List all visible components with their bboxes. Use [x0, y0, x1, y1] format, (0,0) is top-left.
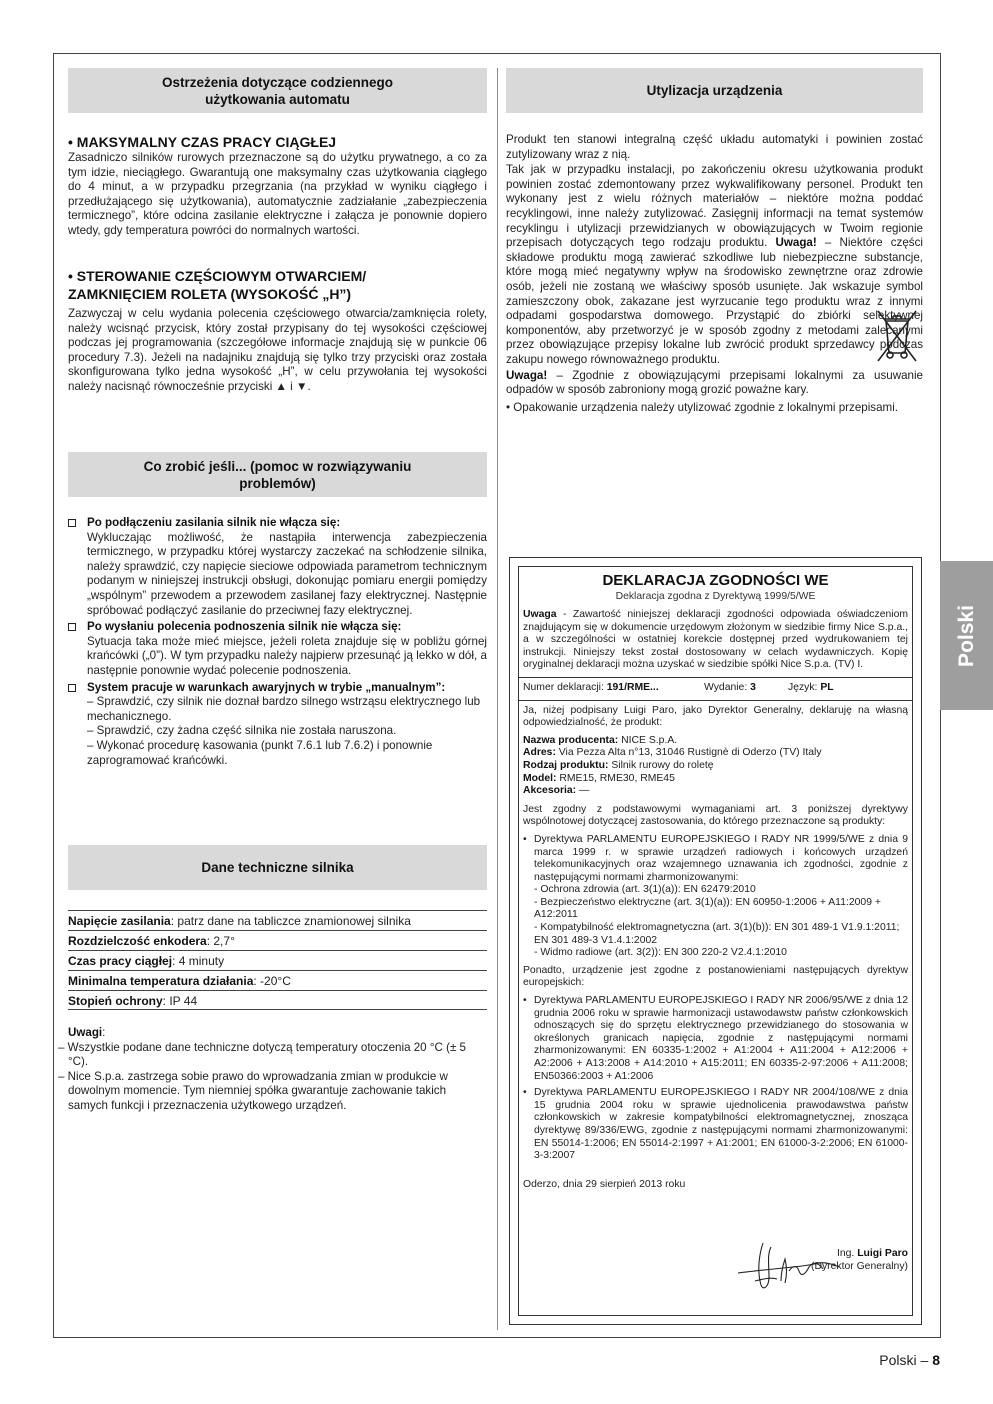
checkbox-bullet-icon: [68, 684, 76, 692]
answer-line: – Wykonać procedurę kasowania (punkt 7.6.1 lub 7.6.2) i ponownie zaprogramować krańcówki.: [87, 738, 433, 767]
tech-specs-header: [68, 845, 487, 890]
answer-line: – Sprawdzić, czy silnik nie doznał bardzo silnego wstrząsu elektrycznego lub mechanicznego.: [87, 695, 481, 723]
declaration-meta: [519, 682, 912, 695]
warnings-header-text: Ostrzeżenia dotyczące codziennego użytkowania automatu: [161, 74, 394, 107]
paragraph-text: Tak jak w przypadku instalacji, po zakończeniu okresu użytkowania produkt powinien zostać zdemontowany przez wykwalifikowany personel. Produkt ten wykonany jest z wielu różnych materiałów – niektóre można poddać recyklingowi, inne należy zutylizować. Zasięgnij informacji na temat systemów recyklingu i utylizacji przewidzianych w obowiązujących w Twoim regionie przepisach dotyczących tego rodzaju produktu.: [506, 163, 923, 250]
declaration-intro: Ja, niżej podpisany Luigi Paro, jako Dyrektor Generalny, deklaruję na własną odpowiedzialność, że produkt:: [523, 704, 908, 729]
directive-text: Dyrektywa PARLAMENTU EUROPEJSKIEGO I RADY NR 1999/5/WE z dnia 9 marca 1999 r. w sprawie urządzeń radiowych i końcowych urządzeń telekomunikacyjnych oraz wzajemnego uznawania ich zgodności, zgodnie z następującymi normami zharmonizowanymi:: [534, 833, 908, 883]
decl-language: [788, 682, 834, 695]
field-value: RME15, RME30, RME45: [556, 772, 675, 784]
list-item: [68, 620, 487, 678]
divider: [519, 700, 912, 701]
declaration-note: [519, 609, 912, 672]
section-body: Zasadniczo silników rurowych przeznaczone są do użytku prywatnego, a co za tym idzie, nieciągłego. Gwarantują one maksymalny czas użytkowania ciągłego do 4 minut, a w przypadku przegrzania (na przykład w wyniku ciągłego i przedłużającego się użytkowania), automatycznie zadziałanie „zabezpieczenia termicznego”, które odcina zasilanie elektryczne i załącza je ponownie dopiero wtedy, gdy temperatura powróci do normalnych wartości.: [68, 151, 487, 237]
question-answer: Sytuacja taka może mieć miejsce, jeżeli roleta znajduje się w pobliżu górnej krańcówki („0”). W tym przypadku należy najpierw przesunąć ją lekko w dół, a następnie ponownie wydać polecenie podnoszenia.: [87, 634, 487, 677]
directive-list: [519, 995, 912, 1163]
field-value: Silnik rurowy do roletę: [608, 759, 714, 771]
signer-prefix: Ing.: [836, 1248, 858, 1259]
declaration-inner: [518, 566, 913, 1316]
directive-list: [519, 834, 912, 960]
page-number: 8: [932, 1352, 940, 1368]
field-label: Adres:: [523, 747, 556, 759]
crossed-out-wheelie-bin-icon: [872, 307, 922, 363]
language-tab-label: Polski: [954, 604, 978, 667]
footer-label: Polski –: [879, 1352, 933, 1368]
spec-value: : -20°C: [253, 974, 291, 988]
section-title: • STEROWANIE CZĘŚCIOWYM OTWARCIEM/ ZAMKNIĘCIEM ROLETA (WYSOKOŚĆ „H”): [68, 268, 367, 302]
compliance-text: Jest zgodny z podstawowymi wymaganiami art. 3 poniższej dyrektywy wspólnotowej dotyczącej zastosowania, do którego przeznaczone są produkty:: [523, 803, 908, 828]
language-tab: [940, 561, 993, 710]
disposal-header-text: Utylizacja urządzenia: [646, 83, 783, 98]
field-label: Akcesoria:: [523, 785, 577, 797]
list-item: [68, 516, 487, 618]
field-label: Nazwa producenta:: [523, 734, 619, 746]
question-answer: Wykluczając możliwość, że nastąpiła interwencja zabezpieczenia termicznego, w przypadku której wystarczy zaczekać na schłodzenie silnika, należy sprawdzić, czy napięcie sieciowe odpowiada parametrom technicznym podanym w niniejszej instrukcji obsługi, dokonując pomiaru energii pomiędzy „wspólnym” przewodem a przewodem zasilanej fazy elektrycznej. Następnie spróbować podłączyć zasilanie do przeciwnej fazy elektrycznej.: [87, 530, 487, 617]
field-row: [523, 760, 908, 773]
field-row: [523, 735, 908, 748]
directive-item: [523, 1087, 908, 1163]
column-divider: [497, 68, 498, 1330]
disposal-section: [506, 133, 923, 416]
checkbox-bullet-icon: [68, 623, 76, 631]
section-body: Zazwyczaj w celu wydania polecenia częściowego otwarcia/zamknięcia rolety, należy wcisnąć przycisk, który został przypisany do tej wysokości częściowej podczas jej programowania (szczegółowe informacje znajdują się w punkcie 06 procedury 7.3). Jeżeli na nadajniku znajdują się tylko trzy przyciski oraz została skonfigurowana tylko jedna wysokość „H”, w celu przywołania tej wysokości należy nacisnąć równocześnie przyciski ▲ i ▼.: [68, 307, 487, 393]
spec-value: : 4 minuty: [172, 954, 225, 968]
directive-item: [523, 995, 908, 1083]
paragraph: Produkt ten stanowi integralną część układu automatyki i powinien zostać zutylizowany wraz z nią.: [506, 133, 923, 161]
question-title: Po wysłaniu polecenia podnoszenia silnik nie włącza się:: [87, 620, 402, 634]
signer-role: (Dyrektor Generalny): [810, 1260, 908, 1272]
spec-value: : IP 44: [162, 994, 198, 1008]
signer-block: [811, 1248, 908, 1273]
directive-text: Dyrektywa PARLAMENTU EUROPEJSKIEGO I RADY NR 2004/108/WE z dnia 15 grudnia 2004 roku w sprawie ujednolicenia prawodawstwa państw członkowskich w zakresie kompatybilności elektromagnetycznej, znosząca dyrektywę 89/336/EWG, zgodnie z następującymi normami zharmonizowanymi: EN 55014-1:2006; EN 55014-2:1997 + A1:2001; EN 61000-3-2:2006; EN 61000-3-3:2007: [534, 1087, 908, 1162]
paragraph-text: – Zgodnie z obowiązującymi przepisami lokalnymi za usuwanie odpadów w sposób zabroniony mogą grozić poważne kary.: [506, 368, 923, 397]
field-value: —: [576, 785, 590, 797]
notes-title: Uwagi:: [68, 1026, 106, 1039]
spec-label: Minimalna temperatura działania: [68, 974, 254, 988]
paragraph: [506, 163, 923, 367]
decl-number: [523, 682, 704, 695]
standard-line: - Kompatybilność elektromagnetyczna (art. 3(1)(b)): EN 301 489-1 V1.9.1:2011; EN 301 489-3 V1.4.1:2002: [534, 922, 900, 946]
answer-line: – Sprawdzić, czy żadna część silnika nie została naruszona.: [87, 724, 397, 738]
meta-label: Wydanie:: [704, 681, 751, 693]
declaration-box: [509, 557, 922, 1325]
meta-label: Numer deklaracji:: [523, 681, 607, 693]
tech-specs-table: [68, 910, 487, 1010]
checkbox-bullet-icon: [68, 519, 76, 527]
signer-name-line: [811, 1248, 908, 1261]
spec-value: : patrz dane na tabliczce znamionowej silnika: [170, 914, 411, 928]
spec-row: [68, 930, 487, 950]
paragraph-text: – Niektóre części składowe produktu mogą zawierać szkodliwe lub niebezpieczne substancje, które mogą mieć negatywny wpływ na środowisko zewnętrzne oraz zdrowie osób, jeżeli nie zostaną we właściwy sposób usunięte. Jak wskazuje symbol zamieszczony obok, zakazane jest wyrzucanie tego produktu wraz z innymi odpadami gospodarstwa domowego. Przystąpić do zbiórki selektywnej komponentów, aby przetworzyć je w sposób zgodny z metodami zalecanymi przez obowiązujące przepisy lokalne lub zwrócić produkt sprzedawcy podczas zakupu nowego równoważnego produktu.: [506, 236, 923, 366]
spec-label: Napięcie zasilania: [68, 914, 171, 928]
paragraph: • Opakowanie urządzenia należy utylizować zgodnie z lokalnymi przepisami.: [506, 400, 898, 414]
standard-line: - Bezpieczeństwo elektryczne (art. 3(1)(a)): EN 60950-1:2006 + A11:2009 + A12:2011: [534, 896, 881, 921]
meta-label: Język:: [788, 681, 821, 693]
field-value: NICE S.p.A.: [618, 734, 678, 746]
field-value: Via Pezza Alta n°13, 31046 Rustignè di Oderzo (TV) Italy: [555, 747, 822, 759]
paragraph: [506, 369, 923, 398]
standard-line: - Ochrona zdrowia (art. 3(1)(a)): EN 62479:2010: [534, 884, 756, 896]
spec-row: [68, 970, 487, 990]
field-label: Model:: [523, 772, 557, 784]
question-title-text: System pracuje w warunkach awaryjnych w trybie „manualnym”: [87, 680, 442, 694]
field-label: Rodzaj produktu:: [523, 759, 609, 771]
note-item: – Wszystkie podane dane techniczne dotyczą temperatury otoczenia 20 °C (± 5 °C).: [58, 1040, 466, 1069]
page-footer: [879, 1352, 940, 1368]
field-row: [523, 785, 908, 798]
section-title: • MAKSYMALNY CZAS PRACY CIĄGŁEJ: [68, 134, 337, 150]
field-row: [523, 747, 908, 760]
standard-line: - Widmo radiowe (art. 3(2)): EN 300 220-2 V2.4.1:2010: [534, 947, 787, 959]
warning-label: Uwaga!: [775, 236, 817, 250]
place-date: Oderzo, dnia 29 sierpień 2013 roku: [523, 1178, 686, 1190]
declaration-subtitle: Deklaracja zgodna z Dyrektywą 1999/5/WE: [615, 591, 816, 602]
disposal-header: [506, 68, 923, 113]
declaration-title: DEKLARACJA ZGODNOŚCI WE: [602, 572, 829, 589]
continuous-operation-section: [68, 133, 487, 240]
spec-row: [68, 910, 487, 930]
spec-value: : 2,7°: [206, 934, 235, 948]
troubleshooting-list: [68, 516, 487, 770]
signer-name: Luigi Paro: [857, 1248, 908, 1259]
tech-specs-header-text: Dane techniczne silnika: [201, 860, 354, 875]
warning-label: Uwaga!: [506, 368, 548, 382]
also-text: Ponadto, urządzenie jest zgodne z postanowieniami następujących dyrektyw europejskich:: [523, 964, 908, 989]
product-fields: [519, 735, 912, 798]
divider: [519, 677, 912, 678]
warnings-header: [68, 68, 487, 113]
meta-value: 191/RME...: [606, 681, 659, 693]
field-row: [523, 773, 908, 786]
notes-section: [58, 1026, 487, 1114]
bullet-icon: •: [523, 995, 527, 1007]
spec-row: [68, 950, 487, 970]
directive-item: [523, 834, 908, 960]
bullet-icon: •: [523, 1087, 527, 1099]
spec-label: Rozdzielczość enkodera: [68, 934, 207, 948]
partial-open-section: [68, 267, 487, 396]
directive-text: Dyrektywa PARLAMENTU EUROPEJSKIEGO I RADY NR 2006/95/WE z dnia 12 grudnia 2006 roku w sprawie harmonizacji ustawodawstw państw członkowskich odnoszących się do sprzętu elektrycznego przewidzianego do stosowania w określonych granicach napięcia, zgodnie z następującymi normami zharmonizowanymi: EN 60335-1:2002 + A1:2004 + A11:2004 + A12:2006 + A2:2006 + A13:2008 + A14:2010 + A15:2011; EN 60335-2-97:2006 + A11:2008; EN50366:2003 + A1:2006: [534, 995, 908, 1082]
spec-label: Czas pracy ciągłej: [68, 954, 173, 968]
note-text: - Zawartość niniejszej deklaracji zgodności odpowiada oświadczeniom znajdującym się w dokumencie urzędowym złożonym w siedzibie firmy Nice S.p.a., a w szczególności w ostatniej korekcie dostępnej przed wydrukowaniem tej instrukcji. Niniejszy tekst został dostosowany w celach wydawniczych. Kopię oryginalnej deklaracji można uzyskać w siedzibie spółki Nice S.p.a. (TV) I.: [523, 609, 908, 671]
spec-label: Stopień ochrony: [68, 994, 163, 1008]
spec-row: [68, 990, 487, 1010]
decl-edition: [704, 682, 788, 695]
troubleshooting-header-text: Co zrobić jeśli... (pomoc w rozwiązywaniu problemów): [143, 458, 412, 491]
question-title: Po podłączeniu zasilania silnik nie włącza się:: [87, 516, 341, 529]
troubleshooting-header: [68, 452, 487, 497]
meta-value: PL: [820, 681, 834, 693]
notes-title-text: Uwagi: [68, 1026, 103, 1039]
list-item: [68, 681, 487, 769]
note-item: – Nice S.p.a. zastrzega sobie prawo do wprowadzania zmian w produkcie w dowolnym momencie. Tym niemniej spółka gwarantuje zachowanie takich samych funkcji i przeznaczenia użytkowego urządzeń.: [58, 1069, 448, 1112]
note-label: Uwaga: [523, 609, 557, 620]
question-title: System pracuje w warunkach awaryjnych w trybie „manualnym”:: [87, 680, 446, 694]
meta-value: 3: [750, 681, 756, 693]
bullet-icon: •: [523, 833, 527, 845]
